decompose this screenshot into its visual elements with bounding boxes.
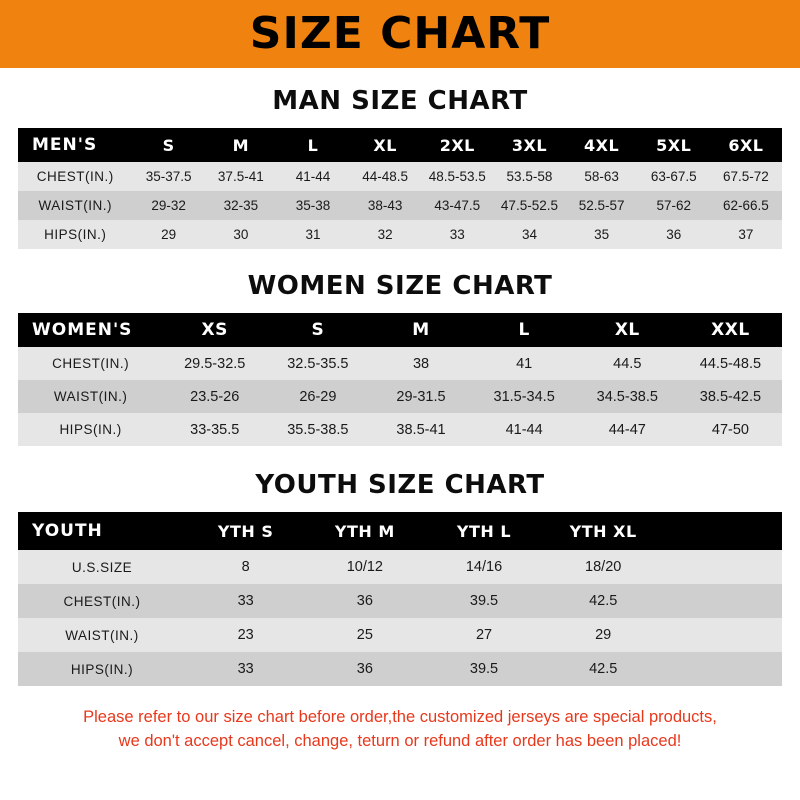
order-notice-line-1: Please refer to our size chart before order,the customized jerseys are special products, <box>83 708 717 726</box>
youth-section-title: YOUTH SIZE CHART <box>255 470 545 500</box>
man-col-4xl: 4XL <box>584 135 620 155</box>
women-row-label-waist: WAIST(IN.) <box>53 389 128 404</box>
man-chest-s: 35-37.5 <box>145 169 192 184</box>
women-waist-m: 29-31.5 <box>396 388 446 405</box>
man-row-label-waist: WAIST(IN.) <box>38 198 113 213</box>
man-col-5xl: 5XL <box>656 135 692 155</box>
page-title: SIZE CHART <box>249 8 551 59</box>
women-hips-xs: 33-35.5 <box>190 421 240 438</box>
youth-waist-l: 27 <box>475 627 493 643</box>
table-row <box>18 413 782 446</box>
women-chest-xs: 29.5-32.5 <box>184 355 246 372</box>
table-row <box>18 191 782 220</box>
man-waist-2xl: 43-47.5 <box>434 198 481 213</box>
table-row <box>18 347 782 380</box>
man-col-3xl: 3XL <box>511 135 548 155</box>
youth-chest-m: 36 <box>356 593 373 609</box>
women-size-table <box>18 313 782 446</box>
man-waist-6xl: 62-66.5 <box>723 198 769 213</box>
women-hips-l: 41-44 <box>505 421 543 438</box>
man-waist-3xl: 47.5-52.5 <box>500 198 558 213</box>
youth-chest-empty <box>663 584 782 618</box>
youth-size-table <box>18 512 782 686</box>
women-row-label-hips: HIPS(IN.) <box>59 422 122 437</box>
table-header-row <box>18 128 782 162</box>
youth-waist-empty <box>663 618 782 652</box>
table-row <box>18 220 782 249</box>
women-section-title: WOMEN SIZE CHART <box>247 271 553 301</box>
man-hips-xl: 32 <box>377 227 393 242</box>
table-header-row <box>18 512 782 550</box>
women-hips-m: 38.5-41 <box>396 421 446 438</box>
women-col-xxl: XXL <box>711 320 750 340</box>
youth-ussize-l: 14/16 <box>465 559 503 575</box>
table-row <box>18 162 782 191</box>
youth-ussize-s: 8 <box>241 559 250 575</box>
women-hips-s: 35.5-38.5 <box>287 421 349 438</box>
man-size-table <box>18 128 782 249</box>
man-hips-l: 31 <box>305 227 321 242</box>
man-hips-m: 30 <box>233 227 249 242</box>
man-section-title: MAN SIZE CHART <box>272 86 528 116</box>
man-chest-2xl: 48.5-53.5 <box>428 169 486 184</box>
youth-hips-xl: 42.5 <box>589 661 618 677</box>
youth-hips-l: 39.5 <box>469 661 499 677</box>
youth-ussize-xl: 18/20 <box>585 559 622 575</box>
table-row <box>18 584 782 618</box>
youth-col-xl: YTH XL <box>569 521 637 541</box>
man-waist-l: 35-38 <box>295 198 331 213</box>
women-waist-xs: 23.5-26 <box>190 388 240 405</box>
youth-row-label-chest: CHEST(IN.) <box>63 593 141 609</box>
women-col-m: M <box>412 320 430 340</box>
women-waist-xl: 34.5-38.5 <box>596 388 658 405</box>
man-col-6xl: 6XL <box>728 135 764 155</box>
man-waist-4xl: 52.5-57 <box>578 198 625 213</box>
youth-waist-m: 25 <box>356 627 373 643</box>
table-row <box>18 652 782 686</box>
women-hips-xxl: 47-50 <box>711 421 749 438</box>
youth-waist-xl: 29 <box>595 627 612 643</box>
header-banner <box>0 0 800 68</box>
youth-row-label-waist: WAIST(IN.) <box>65 627 139 643</box>
man-col-m: M <box>232 135 250 155</box>
youth-hips-m: 36 <box>356 661 373 677</box>
man-chest-4xl: 58-63 <box>584 169 619 184</box>
women-row-header-label: WOMEN'S <box>32 320 133 340</box>
women-row-label-chest: CHEST(IN.) <box>52 356 130 371</box>
man-waist-m: 32-35 <box>223 198 259 213</box>
man-waist-xl: 38-43 <box>367 198 403 213</box>
man-hips-s: 29 <box>161 227 177 242</box>
women-col-l: L <box>518 320 530 340</box>
youth-hips-empty <box>663 652 782 686</box>
youth-row-label-ussize: U.S.SIZE <box>71 559 133 575</box>
content-area <box>0 86 800 754</box>
women-col-xl: XL <box>614 320 640 340</box>
man-col-2xl: 2XL <box>439 135 475 155</box>
man-hips-6xl: 37 <box>738 227 754 242</box>
women-col-xs: XS <box>201 320 228 340</box>
women-waist-s: 26-29 <box>299 388 337 405</box>
man-chest-3xl: 53.5-58 <box>506 169 553 184</box>
women-chest-l: 41 <box>516 355 533 372</box>
man-hips-4xl: 35 <box>594 227 610 242</box>
man-chest-l: 41-44 <box>295 169 331 184</box>
man-chest-5xl: 63-67.5 <box>650 169 697 184</box>
table-row <box>18 380 782 413</box>
women-waist-xxl: 38.5-42.5 <box>699 388 762 405</box>
table-header-row <box>18 313 782 347</box>
women-chest-xxl: 44.5-48.5 <box>699 355 762 372</box>
youth-chest-s: 33 <box>237 593 254 609</box>
women-col-s: S <box>311 320 325 340</box>
man-waist-s: 29-32 <box>151 198 186 213</box>
women-waist-l: 31.5-34.5 <box>493 388 555 405</box>
man-chest-xl: 44-48.5 <box>362 169 409 184</box>
table-row <box>18 618 782 652</box>
women-chest-s: 32.5-35.5 <box>287 355 349 372</box>
youth-row-header-label: YOUTH <box>32 521 103 541</box>
youth-hips-s: 33 <box>237 661 254 677</box>
man-row-header-label: MEN'S <box>32 135 98 155</box>
youth-ussize-m: 10/12 <box>346 559 383 575</box>
man-row-label-hips: HIPS(IN.) <box>44 227 107 242</box>
man-col-s: S <box>162 135 175 155</box>
youth-col-s: YTH S <box>217 521 274 541</box>
man-chest-6xl: 67.5-72 <box>723 169 769 184</box>
youth-col-empty <box>663 512 782 550</box>
order-notice <box>18 706 782 754</box>
youth-col-l: YTH L <box>456 521 512 541</box>
youth-row-label-hips: HIPS(IN.) <box>70 661 134 677</box>
youth-chest-xl: 42.5 <box>589 593 618 609</box>
man-row-label-chest: CHEST(IN.) <box>36 169 114 184</box>
man-waist-5xl: 57-62 <box>656 198 692 213</box>
table-row <box>18 550 782 584</box>
man-hips-5xl: 36 <box>666 227 682 242</box>
women-chest-xl: 44.5 <box>613 355 642 372</box>
man-col-xl: XL <box>373 135 397 155</box>
women-hips-xl: 44-47 <box>608 421 646 438</box>
youth-waist-s: 23 <box>237 627 254 643</box>
youth-chest-l: 39.5 <box>469 593 499 609</box>
man-hips-2xl: 33 <box>449 227 465 242</box>
man-chest-m: 37.5-41 <box>217 169 264 184</box>
youth-ussize-empty <box>663 550 782 584</box>
order-notice-line-2: we don't accept cancel, change, teturn or refund after order has been placed! <box>118 731 682 750</box>
man-hips-3xl: 34 <box>521 227 537 242</box>
youth-col-m: YTH M <box>334 521 395 541</box>
women-chest-m: 38 <box>412 355 430 372</box>
man-col-l: L <box>307 135 319 155</box>
